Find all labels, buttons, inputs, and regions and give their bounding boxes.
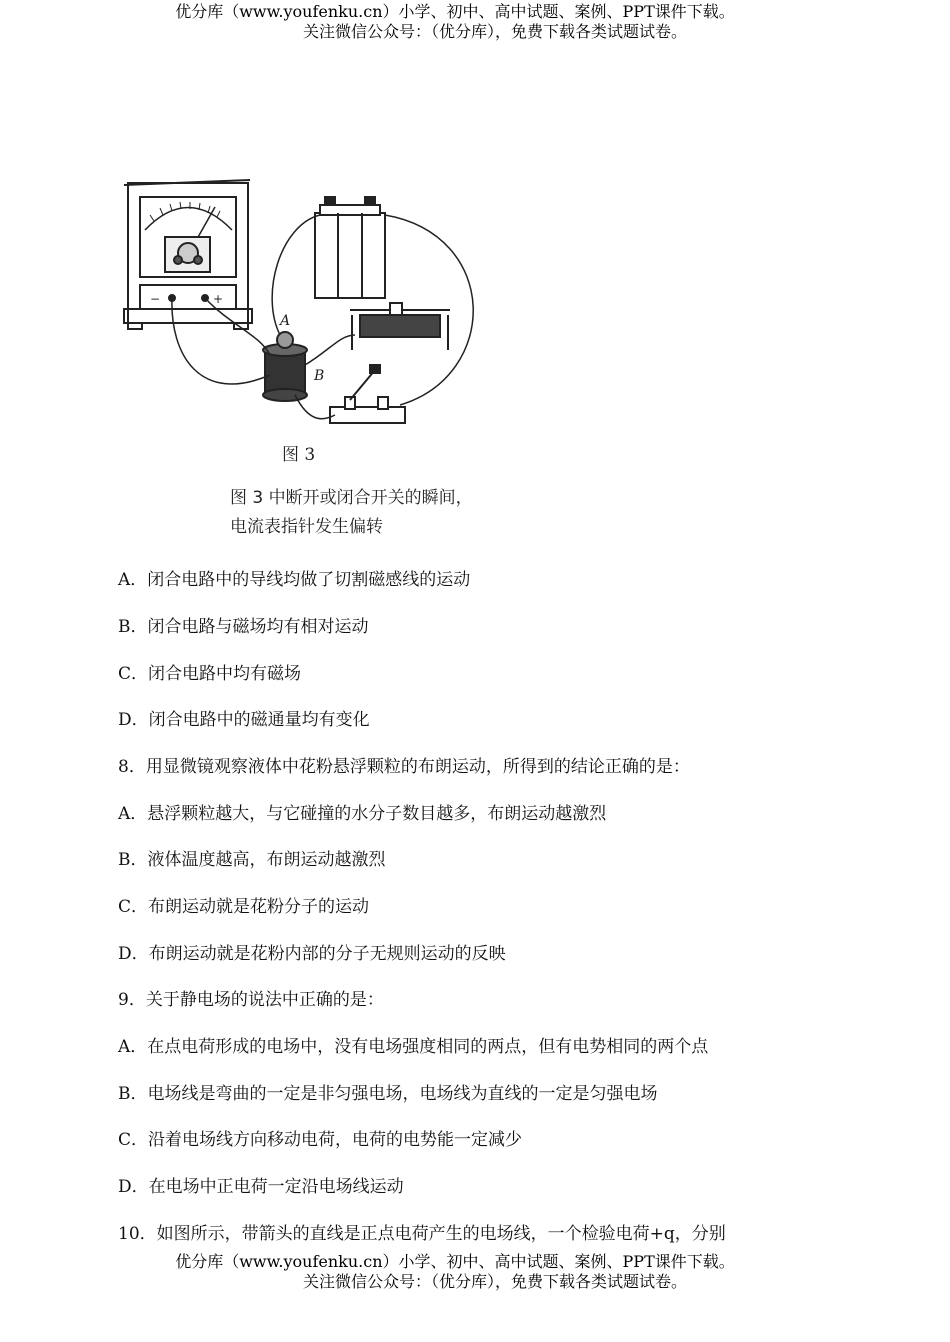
galvanometer	[124, 180, 252, 329]
figure-caption-line-1: 图 3 中断开或闭合开关的瞬间，	[230, 488, 473, 508]
footer-line-2: 关注微信公众号：（优分库），免费下载各类试题试卷。	[302, 1272, 687, 1291]
header-line-2: 关注微信公众号：（优分库），免费下载各类试题试卷。	[302, 22, 687, 41]
option-a: A．闭合电路中的导线均做了切割磁感线的运动	[118, 570, 471, 590]
q9-option-a: A．在点电荷形成的电场中，没有电场强度相同的两点，但有电势相同的两个点	[118, 1037, 709, 1057]
figure-number: 图 3	[282, 445, 316, 465]
figure-caption-line-2: 电流表指针发生偏转	[230, 517, 383, 537]
question-9: 9．关于静电场的说法中正确的是：	[118, 990, 384, 1010]
option-b: B．闭合电路与磁场均有相对运动	[118, 617, 369, 637]
header-line-1: 优分库（www.youfenku.cn）小学、初中、高中试题、案例、PPT课件下载。	[175, 2, 735, 21]
q8-option-b: B．液体温度越高，布朗运动越激烈	[118, 850, 386, 870]
circuit-illustration	[120, 175, 520, 445]
page-footer	[0, 1252, 950, 1292]
q9-option-c: C．沿着电场线方向移动电荷，电荷的电势能一定减少	[118, 1130, 523, 1150]
question-8: 8．用显微镜观察液体中花粉悬浮颗粒的布朗运动，所得到的结论正确的是：	[118, 757, 690, 777]
q8-option-a: A．悬浮颗粒越大，与它碰撞的水分子数目越多，布朗运动越激烈	[118, 804, 607, 824]
q8-option-d: D．布朗运动就是花粉内部的分子无规则运动的反映	[118, 944, 506, 964]
figure-caption	[230, 484, 473, 542]
q9-option-d: D．在电场中正电荷一定沿电场线运动	[118, 1177, 404, 1197]
question-10: 10．如图所示，带箭头的直线是正点电荷产生的电场线，一个检验电荷+q，分别	[118, 1224, 726, 1244]
q8-option-c: C．布朗运动就是花粉分子的运动	[118, 897, 370, 917]
battery	[315, 197, 385, 298]
coil	[263, 332, 307, 401]
footer-line-1: 优分库（www.youfenku.cn）小学、初中、高中试题、案例、PPT课件下载。	[175, 1252, 735, 1271]
page-header	[0, 2, 950, 42]
rheostat	[350, 303, 450, 350]
meter-minus-label: −	[150, 292, 161, 306]
meter-plus-label: +	[213, 292, 224, 306]
wire-label-b: B	[314, 368, 325, 384]
switch	[330, 365, 405, 423]
option-c: C．闭合电路中均有磁场	[118, 664, 302, 684]
q9-option-b: B．电场线是弯曲的一定是非匀强电场，电场线为直线的一定是匀强电场	[118, 1084, 658, 1104]
option-d: D．闭合电路中的磁通量均有变化	[118, 710, 370, 730]
wire-label-a: A	[280, 313, 291, 329]
